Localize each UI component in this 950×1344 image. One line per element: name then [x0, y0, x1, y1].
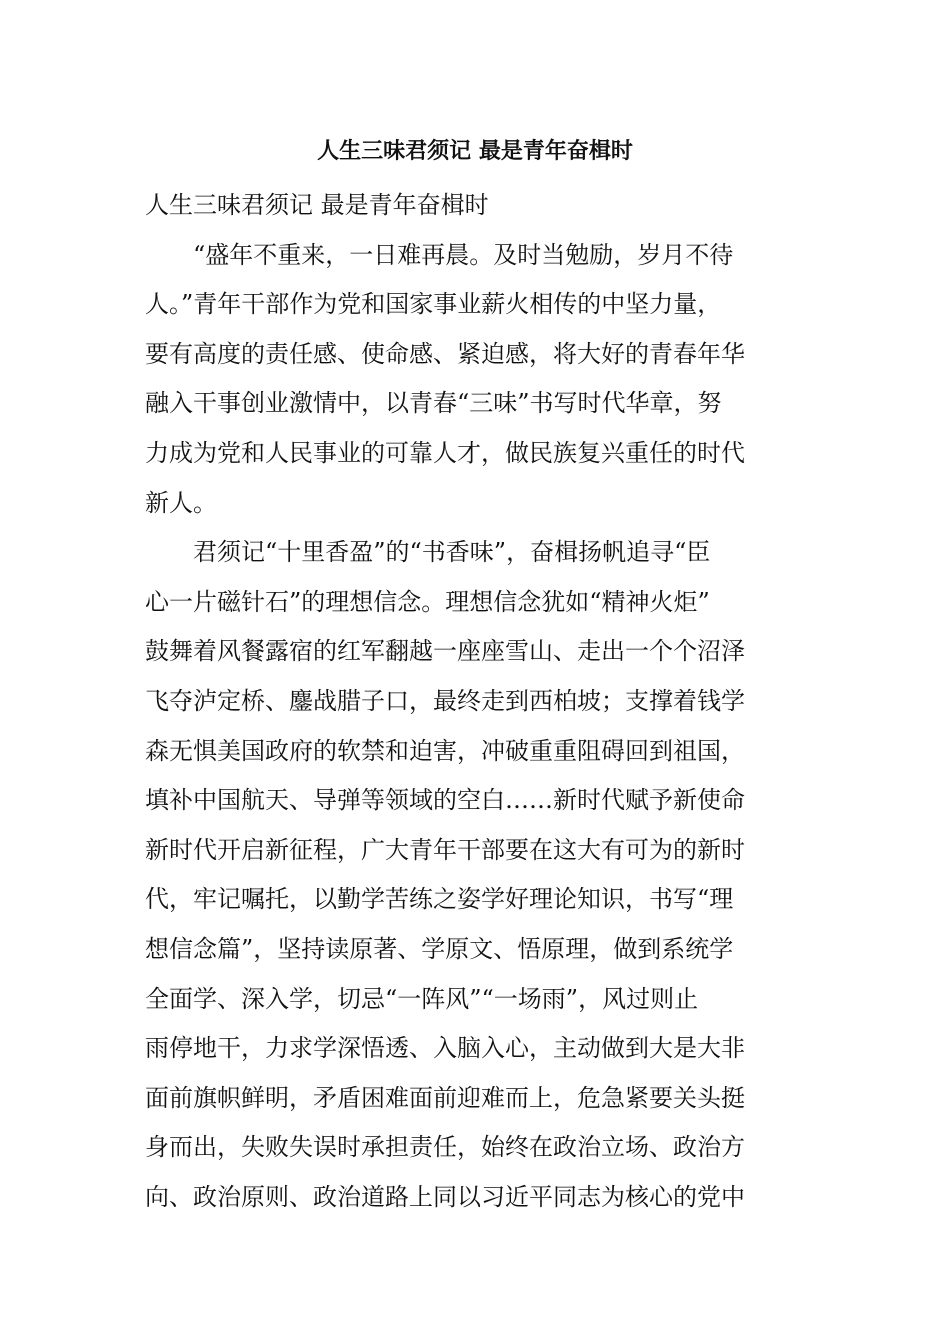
- paragraph-line: 心一片磁针石”的理想信念。理想信念犹如“精神火炬”: [145, 587, 710, 616]
- paragraph-line: 向、政治原则、政治道路上同以习近平同志为核心的党中: [145, 1182, 745, 1211]
- document-body: [145, 181, 810, 1222]
- paragraph-line: 面前旗帜鲜明，矛盾困难面前迎难而上，危急紧要关头挺: [145, 1083, 745, 1112]
- paragraph-line: 全面学、深入学，切忌“一阵风”“一场雨”，风过则止: [145, 984, 699, 1013]
- paragraph-line: 飞夺泸定桥、鏖战腊子口，最终走到西柏坡；支撑着钱学: [145, 686, 745, 715]
- paragraph-line: 要有高度的责任感、使命感、紧迫感，将大好的青春年华: [145, 339, 745, 368]
- paragraph-2: [145, 528, 810, 1222]
- paragraph-line: 森无惧美国政府的软禁和迫害，冲破重重阻碍回到祖国，: [145, 736, 745, 765]
- paragraph-line: 填补中国航天、导弹等领域的空白……新时代赋予新使命: [145, 786, 745, 815]
- paragraph-line: 新人。: [145, 488, 217, 517]
- document-title: 人生三味君须记 最是青年奋楫时: [317, 138, 633, 164]
- paragraph-line: 想信念篇”，坚持读原著、学原文、悟原理，做到系统学: [145, 934, 734, 963]
- paragraph-line: 身而出，失败失误时承担责任，始终在政治立场、政治方: [145, 1133, 745, 1162]
- paragraph-line: 人。”青年干部作为党和国家事业薪火相传的中坚力量，: [145, 290, 722, 319]
- paragraph-1: [145, 231, 810, 529]
- paragraph-line: 鼓舞着风餐露宿的红军翻越一座座雪山、走出一个个沼泽: [145, 637, 745, 666]
- paragraph-line: “盛年不重来，一日难再晨。及时当勉励，岁月不待: [193, 240, 734, 269]
- paragraph-line: 君须记“十里香盈”的“书香味”，奋楫扬帆追寻“臣: [193, 538, 711, 567]
- paragraph-line: 代，牢记嘱托，以勤学苦练之姿学好理论知识，书写“理: [145, 885, 734, 914]
- paragraph-line: 新时代开启新征程，广大青年干部要在这大有可为的新时: [145, 835, 745, 864]
- document-subtitle: 人生三味君须记 最是青年奋楫时: [145, 191, 489, 219]
- paragraph-line: 雨停地干，力求学深悟透、入脑入心，主动做到大是大非: [145, 1034, 745, 1063]
- paragraph-line: 力成为党和人民事业的可靠人才，做民族复兴重任的时代: [145, 438, 745, 467]
- paragraph-line: 融入干事创业激情中，以青春“三味”书写时代华章，努: [145, 389, 722, 418]
